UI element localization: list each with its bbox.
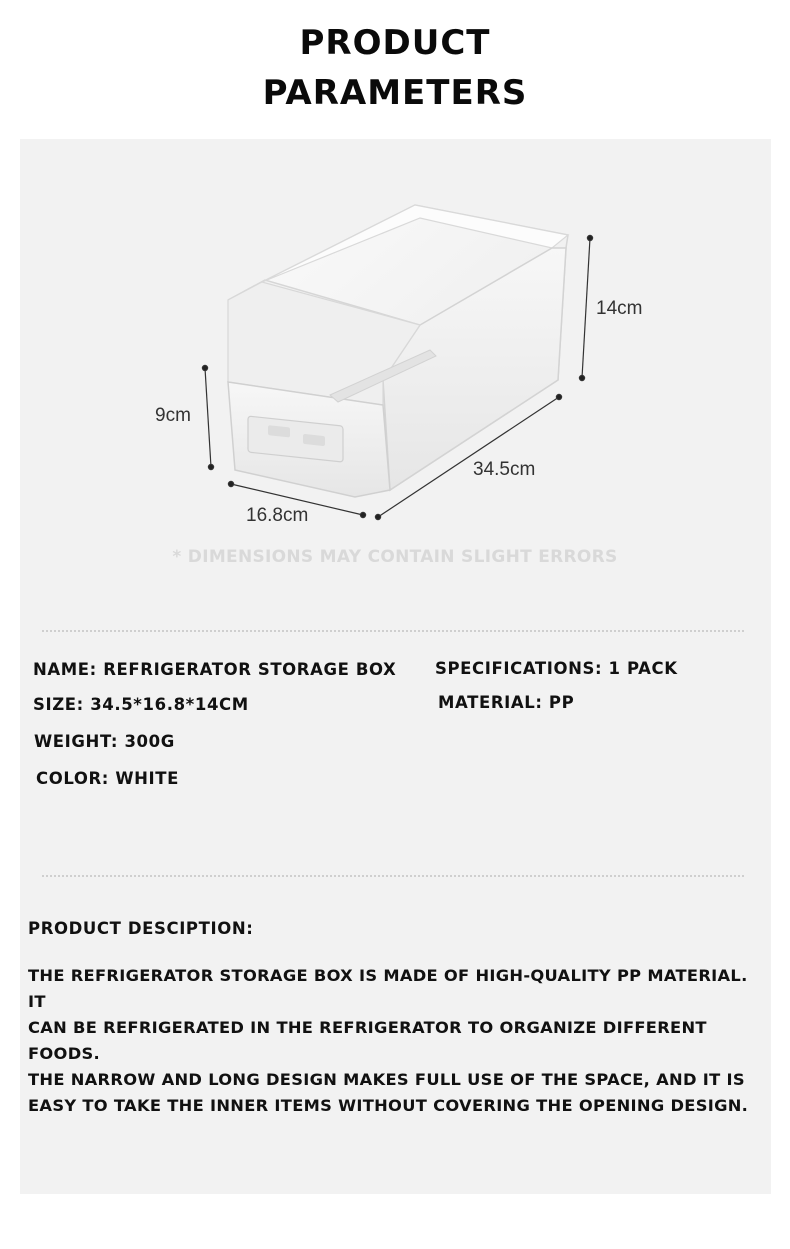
page-title-line2: PARAMETERS [262,73,528,113]
dimensions-disclaimer: * DIMENSIONS MAY CONTAIN SLIGHT ERRORS [172,547,618,567]
divider-top [42,630,744,632]
spec-weight: WEIGHT: 300G [34,732,175,751]
spec-material: MATERIAL: PP [438,693,575,712]
dimension-label-height-back: 14cm [596,298,643,319]
spec-color: COLOR: WHITE [36,769,180,788]
spec-name: NAME: REFRIGERATOR STORAGE BOX [33,660,397,679]
description-heading: PRODUCT DESCIPTION: [28,919,254,938]
spec-specifications: SPECIFICATIONS: 1 PACK [435,659,678,678]
spec-size: SIZE: 34.5*16.8*14CM [33,695,249,714]
dimension-label-width: 16.8cm [246,505,309,526]
product-image-storage-box [0,0,790,620]
page-title-line1: PRODUCT [299,23,491,63]
dimension-label-length: 34.5cm [473,459,536,480]
description-body: THE REFRIGERATOR STORAGE BOX IS MADE OF HIGH-QUALITY PP MATERIAL. IT CAN BE REFRIGERATED IN THE REFRIGERATOR TO ORGANIZE DIFFERENT FOODS. THE NARROW AND LONG DESIGN MAKES FULL USE OF THE SPACE, AND IT IS EASY TO TAKE THE INNER ITEMS WITHOUT COVERING THE OPENING DESIGN. [28,966,749,1115]
divider-bottom [42,875,744,877]
dimension-label-height-front: 9cm [155,405,191,426]
